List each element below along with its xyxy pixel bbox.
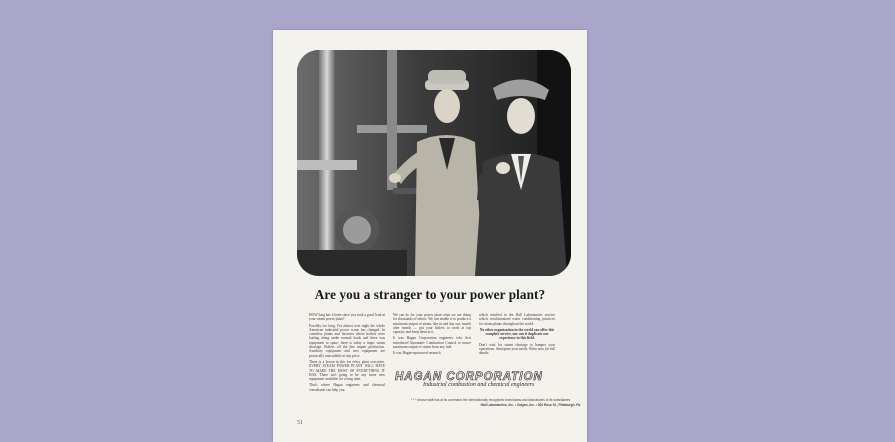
photo-illustration (297, 50, 571, 276)
footer-note: * * * whose staff has at its command the internationally recognized technicians and laboratories of its subsidiaries (411, 398, 571, 402)
body-paragraph: Don't wait for steam shortage to hamper your operations. Anticipate your needs. Write now for full details. (479, 342, 555, 356)
company-tagline: Industrial combustion and chemical engineers (423, 382, 535, 388)
magazine-page (273, 30, 587, 442)
body-paragraph: It was Hagan Corporation engineers who first introduced Automatic Combustion Control to insure maximum output of steam from any fuel. (393, 336, 471, 350)
body-paragraph: Possibly too long. For almost over night the whole American industrial power scene has changed. In countless plants and factories where boilers were loafing along under normal loads and there was equipment to spare, there is today a tragic steam shortage. Boilers off the line impair production. Auxiliary equipment and new equipment are practically unavailable at any price. (309, 323, 385, 358)
company-logo (395, 371, 571, 388)
body-column-3 (479, 313, 555, 358)
body-column-2 (393, 313, 471, 358)
body-paragraph (309, 313, 385, 322)
body-paragraph: That's where Hagan engineers and chemical consultants can help you. (309, 383, 385, 392)
body-text: HOW long has it been since you took a good look at your steam power plant? (309, 313, 385, 322)
body-column-1 (309, 313, 385, 394)
body-paragraph: It was Hagan-sponsored research (393, 351, 441, 356)
advertisement-photo (297, 50, 571, 276)
body-paragraph: which resulted in the Hall Laboratories service which revolutionized water conditioning practices for steam plants throughout the world. (479, 313, 555, 326)
body-paragraph: We can do for your power plant what we are doing for thousands of others. We can enable it to produce a maximum output of steam, day in and day out, month after month — put your boilers to work at top capacity and keep them at it. (393, 313, 471, 335)
headline: Are you a stranger to your power plant? (314, 287, 546, 302)
footer-address: Hall Laboratories, Inc. • Calgon, Inc. • 300 Ross St., Pittsburgh, Pa. (480, 403, 581, 407)
company-name: HAGAN CORPORATION (395, 371, 543, 383)
page-number: 51 (297, 420, 303, 426)
body-paragraph-emphasis: No other organization in the world can offer this complete service, nor can it duplicate our experience in this field. (479, 327, 555, 341)
body-paragraph: There is a lesson in this for every plant executive. EVERY STEAM POWER PLANT WILL HAVE TO MAKE THE MOST OF EVERYTHING IT HAS. There isn't going to be any more new equipment available for a long time. (309, 359, 385, 382)
footer (411, 398, 581, 407)
